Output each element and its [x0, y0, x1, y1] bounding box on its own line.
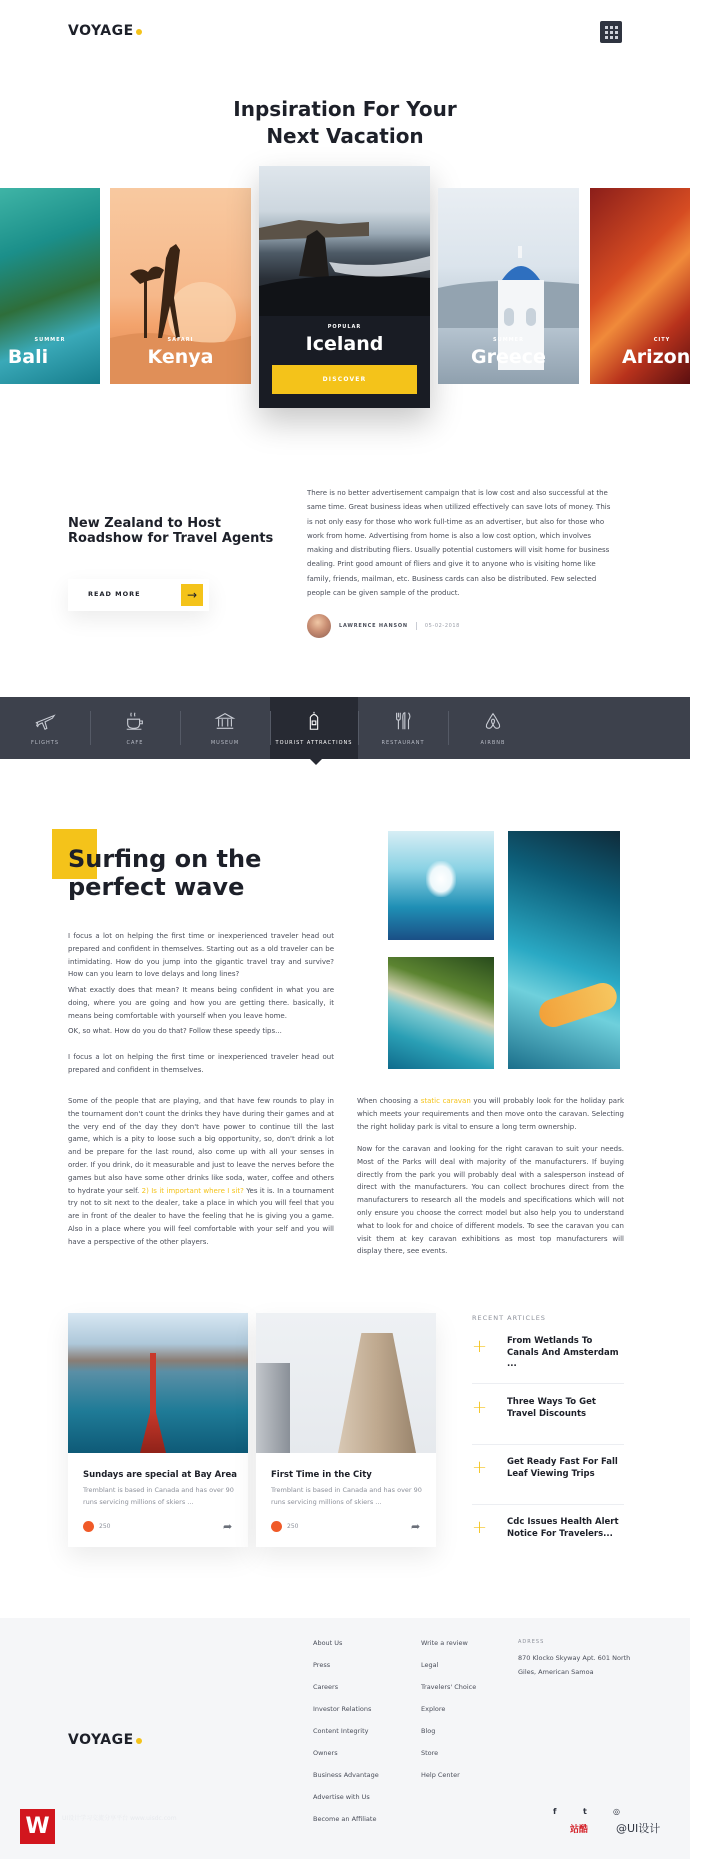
category-label: FLIGHTS — [31, 740, 59, 746]
footer-logo[interactable] — [68, 1732, 142, 1748]
read-more-label: READ MORE — [88, 590, 141, 598]
blog-excerpt: Tremblant is based in Canada and has over 90 runs servicing millions of skiers ... — [83, 1486, 234, 1506]
airbnb-icon — [482, 710, 504, 732]
coffee-cup-icon — [124, 710, 146, 732]
plus-icon: + — [472, 1397, 488, 1418]
footer-link[interactable]: Blog — [421, 1727, 436, 1735]
discover-button[interactable]: DISCOVER — [272, 365, 417, 394]
footer-link[interactable]: Write a review — [421, 1639, 468, 1647]
address-text: 870 Klocko Skyway Apt. 601 North Giles, American Samoa — [518, 1654, 631, 1676]
recent-article-title: Cdc Issues Health Alert Notice For Travelers... — [507, 1517, 619, 1539]
card-caption: SUMMER — [34, 337, 66, 343]
footer-link[interactable]: Owners — [313, 1749, 338, 1757]
category-cafe[interactable] — [90, 697, 180, 759]
watermark-caption: UI设计学习交流分享平台 www.uisdc.com — [62, 1815, 177, 1822]
recent-article-item[interactable] — [472, 1517, 624, 1567]
category-label: MUSEUM — [210, 740, 240, 746]
card-caption: POPULAR — [327, 324, 362, 330]
author-name: LAWRENCE HANSON — [339, 623, 408, 629]
footer-link[interactable]: About Us — [313, 1639, 343, 1647]
category-label: RESTAURANT — [381, 740, 425, 746]
plus-icon: + — [472, 1457, 488, 1478]
aerial-coast-photo — [388, 957, 494, 1069]
divider — [416, 622, 417, 630]
like-count: 250 — [99, 1523, 111, 1530]
address-label: ADRESS — [518, 1639, 545, 1645]
iceland-photo — [259, 166, 430, 316]
footer-link[interactable]: Legal — [421, 1661, 439, 1669]
site-logo[interactable] — [68, 23, 142, 39]
recent-article-item[interactable] — [472, 1336, 624, 1386]
share-icon[interactable]: ➦ — [223, 1520, 233, 1533]
surf-paragraph-7: Now for the caravan and looking for the right caravan to suit your needs. Most of the Parks will deal with majority of the manufacturers. If buying directly from the park you will probably deal with a salesperson instead of direct with the manufacturers. You can collect brochures direct from the manufacturers to research all the models and specifications which will not only ensure you choose the correct model but also help you to understand what to look for and choice of different models. To see the caravan you can visit them at key caravan exhibitions as most top manufacturers will display there, see events. — [357, 1145, 624, 1256]
city-building-photo — [256, 1313, 436, 1453]
recent-article-title: Three Ways To Get Travel Discounts — [507, 1397, 596, 1419]
author-meta — [307, 614, 460, 638]
museum-icon — [214, 710, 236, 732]
surf-paragraph-5: Some of the people that are playing, and that have few rounds to play in the tournament don't count the drinks they have during their games and at the very end of the day they don't have power to continue till the last game, which is a pity to loose such a big opportunity, so, don't drink a lot and be prepare for the last round, also come up with all your senses in order. If you drink, do it measurable and just to leave the nerves before the games but also have some other drinks like soda, water, coffee and others to hydrate your self. 2) Is it important where I sit? Yes it is. In a tournament try not to sit next to the dealer, take a place in which you will feel that you are in front of the dealer to have the feeling that he is giving you a game. Also in a place where you will feel comfortable with your self and you will have a perspective of the other players. — [68, 1097, 334, 1246]
logo-text: VOYAGE — [68, 23, 134, 39]
like-button[interactable] — [271, 1521, 298, 1532]
recent-articles-label: RECENT ARTICLES — [472, 1314, 546, 1322]
footer-link[interactable]: Explore — [421, 1705, 446, 1713]
arrow-right-icon: → — [181, 584, 203, 606]
watermark-text: 站酷 — [570, 1825, 589, 1835]
post-date: 05-02-2018 — [424, 623, 460, 629]
surf-paragraph-2: What exactly does that mean? It means being confident in what you are doing, where you are going and how you are getting there. basically, it means being comfortable with yourself when you leave home. — [68, 986, 334, 1020]
footer-link[interactable]: Help Center — [421, 1771, 460, 1779]
share-icon[interactable]: ➦ — [411, 1520, 421, 1533]
destination-card-greece[interactable] — [438, 188, 579, 384]
watermark-badge: W — [20, 1809, 55, 1844]
category-label: CAFE — [126, 740, 144, 746]
surf-paragraph-1: I focus a lot on helping the first time or inexperienced traveler head out prepared and confident in themselves. Starting out as a old traveler can be intimidating. How do you jump into the gigantic travel tray and survive? How can you learn to love delays and long lines? — [68, 932, 334, 979]
blog-excerpt: Tremblant is based in Canada and has over 90 runs servicing millions of skiers ... — [271, 1486, 422, 1506]
footer-link[interactable]: Press — [313, 1661, 331, 1669]
heart-icon — [83, 1521, 94, 1532]
golden-gate-photo — [68, 1313, 248, 1453]
footer-link[interactable]: Careers — [313, 1683, 339, 1691]
blog-card-bay-area[interactable] — [68, 1313, 248, 1547]
category-tourist-attractions[interactable] — [270, 697, 358, 759]
card-title: Arizona — [622, 346, 704, 368]
logo-text: VOYAGE — [68, 1732, 134, 1748]
footer-link[interactable]: Travelers' Choice — [421, 1683, 477, 1691]
tower-icon — [303, 710, 325, 732]
recent-article-item[interactable] — [472, 1457, 624, 1507]
hero-title: Inpsiration For Your Next Vacation — [233, 97, 457, 148]
plus-icon: + — [472, 1517, 488, 1538]
recent-article-title: Get Ready Fast For Fall Leaf Viewing Trips — [507, 1457, 618, 1479]
surf-paragraph-4: I focus a lot on helping the first time or inexperienced traveler head out prepared and confident in themselves. — [68, 1053, 334, 1074]
blog-title: First Time in the City — [271, 1470, 372, 1480]
menu-grid-button[interactable] — [600, 21, 622, 43]
card-caption: SAFARI — [167, 337, 194, 343]
surf-title: Surfing on the perfect wave — [68, 845, 262, 901]
divider — [472, 1383, 624, 1384]
card-title: Greece — [471, 346, 546, 368]
highlight-text: 2) Is it important where I sit? — [141, 1186, 244, 1195]
feature-title: New Zealand to Host Roadshow for Travel Agents — [68, 516, 274, 546]
sea-stack-shape — [259, 166, 430, 316]
divider — [472, 1504, 624, 1505]
twitter-icon[interactable]: t — [583, 1807, 587, 1816]
category-airbnb[interactable] — [448, 697, 538, 759]
card-title: Kenya — [147, 346, 214, 368]
divider — [472, 1444, 624, 1445]
blog-card-city[interactable] — [256, 1313, 436, 1547]
footer-link[interactable]: Store — [421, 1749, 439, 1757]
logo-dot — [136, 1738, 142, 1744]
recent-article-item[interactable] — [472, 1397, 624, 1447]
footer-link[interactable]: Investor Relations — [313, 1705, 372, 1713]
card-title: Bali — [7, 346, 49, 368]
plus-icon: + — [472, 1336, 488, 1357]
category-label: AIRBNB — [480, 740, 506, 746]
category-restaurant[interactable] — [358, 697, 448, 759]
read-more-button[interactable] — [68, 579, 209, 611]
like-button[interactable] — [83, 1521, 110, 1532]
card-caption: SUMMER — [493, 337, 524, 343]
category-museum[interactable] — [180, 697, 270, 759]
plane-icon — [34, 710, 56, 732]
facebook-icon[interactable]: f — [553, 1807, 557, 1816]
category-flights[interactable] — [0, 697, 90, 759]
footer-link[interactable]: Content Integrity — [313, 1727, 369, 1735]
feature-body: There is no better advertisement campaign that is low cost and also successful at the same time. Great business ideas when utilized effectively can save lots of money. This is not only easy for those who work full-time as an advertiser, but also for those who work from home. Advertising from home is also a low cost option, which involves making and distributing fliers. Usually potential customers will visit home for business dealing. Print good amount of fliers and give it to anyone who is visiting home like family, friends, mailman, etc. Business cards can also be distributed. Few selected people can be given sample of the product. — [307, 489, 611, 598]
heart-icon — [271, 1521, 282, 1532]
static-caravan-link[interactable]: static caravan — [420, 1097, 471, 1105]
cutlery-icon — [392, 710, 414, 732]
footer-link[interactable]: Business Advantage — [313, 1771, 379, 1779]
footer-link[interactable]: Advertise with Us — [313, 1793, 370, 1801]
watermark-handle: @UI设计 — [616, 1822, 661, 1835]
card-title: Iceland — [305, 333, 384, 355]
category-label: TOURIST ATTRACTIONS — [275, 740, 353, 746]
destination-card-iceland[interactable] — [259, 166, 430, 408]
destination-card-kenya[interactable] — [110, 188, 251, 384]
surfer-wave-photo — [388, 831, 494, 940]
category-bar — [0, 697, 690, 759]
blog-title: Sundays are special at Bay Area — [83, 1470, 237, 1480]
surf-paragraph-6: When choosing a static caravan you will probably look for the holiday park which meets your requirements and then move onto the caravan. Selecting the right holiday park is vital to ensure a long term ownership. — [357, 1097, 625, 1131]
avatar — [307, 614, 331, 638]
surf-paragraph-3: OK, so what. How do you do that? Follow these speedy tips... — [68, 1027, 282, 1035]
card-caption: CITY — [653, 337, 671, 343]
recent-article-title: From Wetlands To Canals And Amsterdam ... — [507, 1336, 619, 1369]
logo-dot — [136, 29, 142, 35]
footer-link[interactable]: Become an Affiliate — [313, 1815, 377, 1823]
destination-card-arizona[interactable] — [590, 188, 704, 384]
like-count: 250 — [287, 1523, 299, 1530]
instagram-icon[interactable]: ◎ — [613, 1807, 620, 1816]
surfboard-closeup-photo — [508, 831, 620, 1069]
destination-card-bali[interactable] — [0, 188, 100, 384]
